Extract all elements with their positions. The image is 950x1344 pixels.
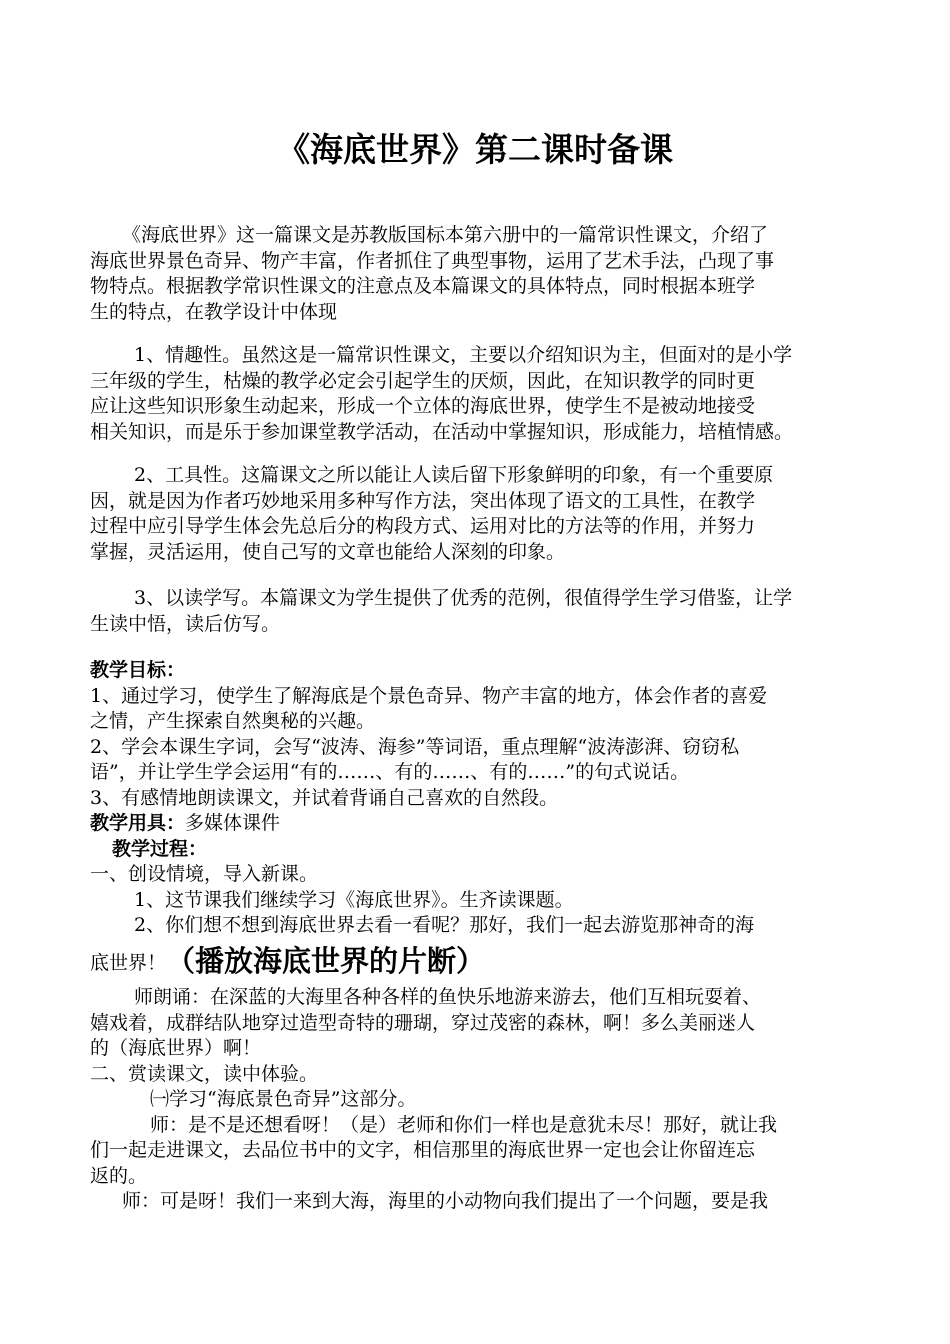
goals-heading: 教学目标： [90, 659, 186, 681]
goal-line: 2、学会本课生字词，会写“波涛、海参”等词语，重点理解“波涛澎湃、窃窃私 [90, 735, 740, 758]
text-line: 海底世界景色奇异、物产丰富，作者抓住了典型事物，运用了艺术手法，凸现了事 [90, 249, 775, 272]
text-line: 应让这些知识形象生动起来，形成一个立体的海底世界，使学生不是被动地接受 [90, 395, 756, 417]
goals-section [90, 658, 880, 939]
text-line [90, 943, 880, 981]
text-line: 因，就是因为作者巧妙地采用多种写作方法，突出体现了语文的工具性，在教学 [90, 489, 756, 512]
text-line: 2、工具性。这篇课文之所以能让人读后留下形象鲜明的印象，有一个重要原 [134, 464, 774, 486]
goal-line: 之情，产生探索自然奥秘的兴趣。 [90, 710, 376, 732]
tools-label: 教学用具： [90, 812, 186, 834]
point-3-paragraph [90, 586, 880, 637]
step-2-heading: 二、赏读课文，读中体验。 [90, 1062, 319, 1085]
text-line: 1、情趣性。虽然这是一篇常识性课文，主要以介绍知识为主，但面对的是小学 [134, 344, 793, 366]
text-line: 师：可是呀！我们一来到大海，海里的小动物向我们提出了一个问题，要是我 [122, 1190, 769, 1212]
text-line: 物特点。根据教学常识性课文的注意点及本篇课文的具体特点，同时根据本班学 [90, 275, 756, 297]
step-1-heading: 一、创设情境，导入新课。 [90, 863, 319, 885]
text-line: 生读中悟，读后仿写。 [90, 612, 281, 635]
text-line: 嬉戏着，成群结队地穿过造型奇特的珊瑚，穿过茂密的森林，啊！多么美丽迷人 [90, 1011, 756, 1034]
tools-value: 多媒体课件 [185, 812, 281, 834]
text-line: 三年级的学生，枯燥的教学必定会引起学生的厌烦，因此，在知识教学的同时更 [90, 369, 756, 392]
point-2-paragraph [90, 463, 880, 565]
tools-line [90, 811, 880, 837]
step-1-2-cont: 底世界！ [90, 952, 167, 974]
goal-line: 语”，并让学生学会运用“有的……、有的……、有的……”的句式说话。 [90, 761, 690, 783]
page-title: 《海底世界》第二课时备课 [277, 130, 673, 169]
process-heading: 教学过程： [112, 837, 208, 860]
text-line: 返的。 [90, 1164, 148, 1187]
step-1-1: 1、这节课我们继续学习《海底世界》。生齐读课题。 [134, 888, 574, 911]
text-line: 的（海底世界）啊！ [90, 1037, 262, 1059]
text-line: 掌握，灵活运用，使自己写的文章也能给人深刻的印象。 [90, 540, 566, 563]
step-1-2: 2、你们想不想到海底世界去看一看呢？那好，我们一起去游览那神奇的海 [134, 914, 755, 936]
goal-line: 3、有感情地朗读课文，并试着背诵自己喜欢的自然段。 [90, 786, 559, 809]
text-line: 相关知识，而是乐于参加课堂教学活动，在活动中掌握知识，形成能力，培植情感。 [90, 420, 794, 443]
goal-line: 1、通过学习，使学生了解海底是个景色奇异、物产丰富的地方，体会作者的喜爱 [90, 684, 768, 707]
text-line: 《海底世界》这一篇课文是苏教版国标本第六册中的一篇常识性课文，介绍了 [122, 224, 769, 246]
text-line: 们一起走进课文，去品位书中的文字，相信那里的海底世界一定也会让你留连忘 [90, 1139, 756, 1161]
text-line: 生的特点，在教学设计中体现 [90, 300, 338, 323]
step-2-1: ㈠学习“海底景色奇异”这部分。 [150, 1088, 417, 1110]
text-line: 过程中应引导学生体会先总后分的构段方式、运用对比的方法等的作用，并努力 [90, 515, 756, 537]
process-continued [90, 985, 880, 1215]
play-note: （播放海底世界的片断） [166, 944, 486, 978]
text-line: 师：是不是还想看呀！（是）老师和你们一样也是意犹未尽！那好，就让我 [150, 1113, 778, 1136]
point-1-paragraph [90, 343, 880, 445]
text-line: 师朗诵：在深蓝的大海里各种各样的鱼快乐地游来游去，他们互相玩耍着、 [134, 986, 762, 1008]
play-note-line [90, 943, 880, 981]
intro-paragraph [90, 223, 880, 325]
text-line: 3、以读学写。本篇课文为学生提供了优秀的范例，很值得学生学习借鉴，让学 [134, 587, 793, 609]
